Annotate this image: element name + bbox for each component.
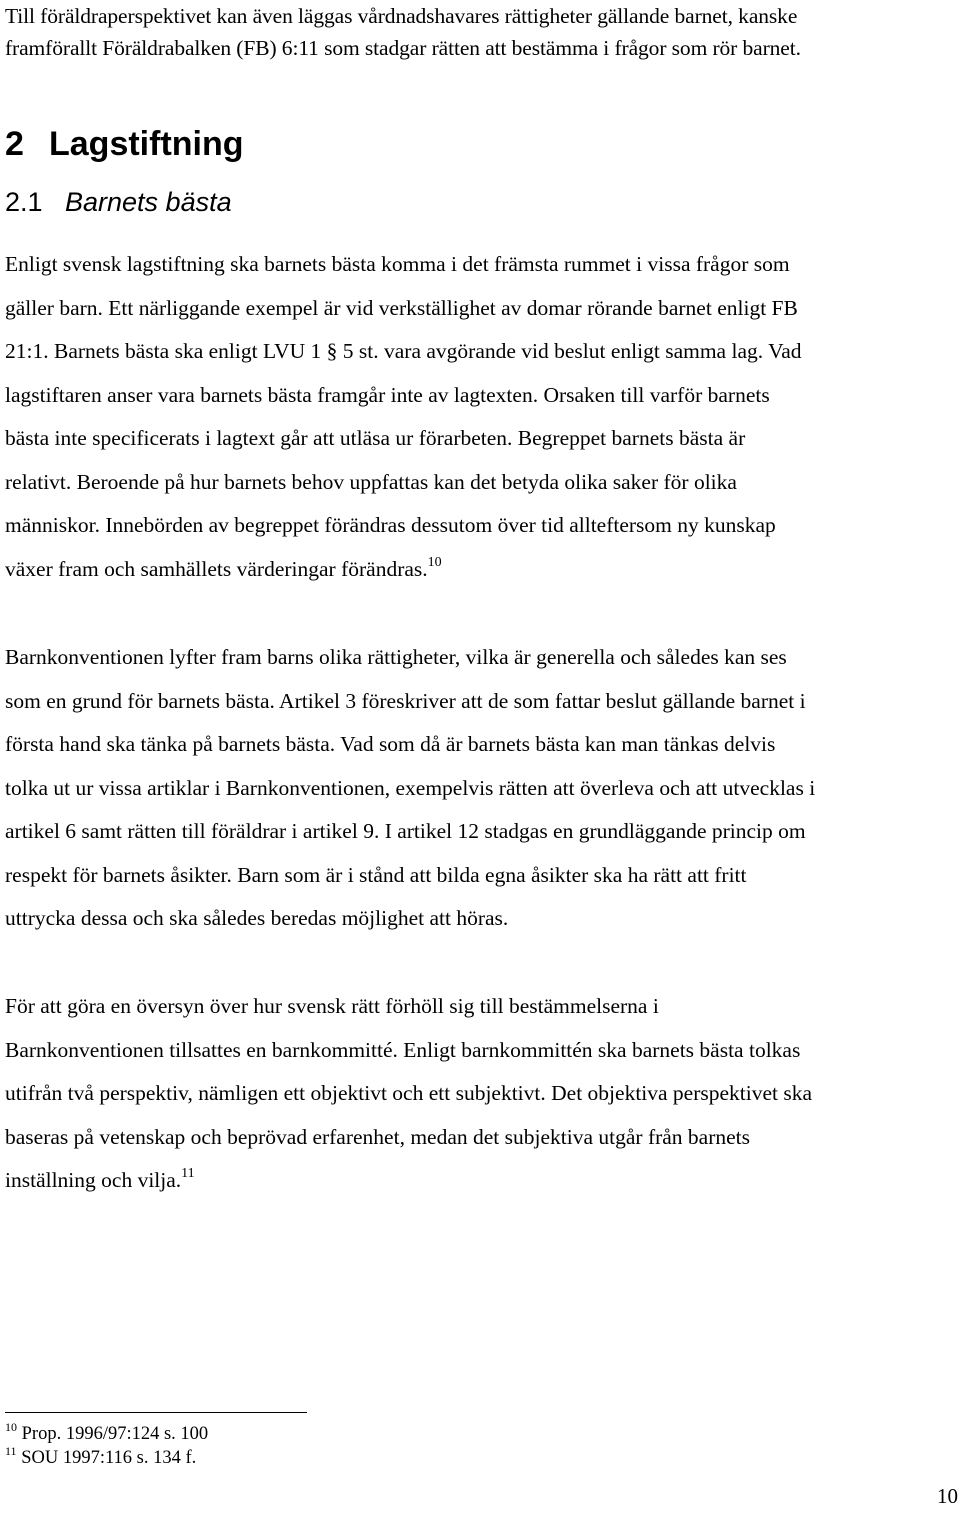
text-line-content: inställning och vilja. (5, 1168, 182, 1192)
text-line: Enligt svensk lagstiftning ska barnets bästa komma i det främsta rummet i vissa frågor som (5, 252, 790, 276)
body-paragraph-2 (5, 636, 955, 941)
footnote-item (5, 1446, 505, 1470)
text-line: uttrycka dessa och ska således beredas möjlighet att höras. (5, 906, 509, 930)
text-line: Barnkonventionen lyfter fram barns olika rättigheter, vilka är generella och således kan ses (5, 645, 787, 669)
text-line: första hand ska tänka på barnets bästa. Vad som då är barnets bästa kan man tänkas delvis (5, 732, 776, 756)
text-line: lagstiftaren anser vara barnets bästa framgår inte av lagtexten. Orsaken till varför barnets (5, 382, 770, 407)
footnote-divider (5, 1412, 307, 1413)
text-line: respekt för barnets åsikter. Barn som är i stånd att bilda egna åsikter ska ha rätt att fritt (5, 862, 747, 887)
text-line: som en grund för barnets bästa. Artikel 3 föreskriver att de som fattar beslut gällande barnet i (5, 688, 806, 713)
footnote-reference[interactable]: 11 (181, 1166, 195, 1181)
section-title: Lagstiftning (49, 125, 244, 163)
footnote-number: 11 (5, 1444, 17, 1458)
text-line: gäller barn. Ett närliggande exempel är vid verkställighet av domar rörande barnet enligt FB (5, 295, 798, 320)
section-number: 2 (5, 125, 24, 163)
text-line: relativt. Beroende på hur barnets behov uppfattas kan det betyda olika saker för olika (5, 469, 737, 494)
text-line: För att göra en översyn över hur svensk rätt förhöll sig till bestämmelserna i (5, 994, 659, 1018)
text-line: baseras på vetenskap och beprövad erfarenhet, medan det subjektiva utgår från barnets (5, 1124, 751, 1149)
text-line (5, 1159, 955, 1203)
body-paragraph-1 (5, 243, 955, 591)
text-line: framförallt Föräldrabalken (FB) 6:11 som stadgar rätten att bestämma i frågor som rör barnet. (5, 36, 801, 60)
text-line: tolka ut ur vissa artiklar i Barnkonventionen, exempelvis rätten att överleva och att utvecklas i (5, 775, 816, 800)
footnote-text: Prop. 1996/97:124 s. 100 (21, 1424, 209, 1444)
footnotes (5, 1422, 505, 1470)
page-number: 10 (937, 1484, 958, 1508)
subsection-heading (5, 184, 232, 220)
footnote-text: SOU 1997:116 s. 134 f. (21, 1448, 197, 1468)
text-line (5, 548, 955, 592)
text-line-content: växer fram och samhällets värderingar förändras. (5, 556, 428, 581)
text-line: Barnkonventionen tillsattes en barnkommitté. Enligt barnkommittén ska barnets bästa tolkas (5, 1037, 801, 1062)
footnote-item (5, 1422, 505, 1446)
body-paragraph-3 (5, 985, 955, 1203)
subsection-title: Barnets bästa (65, 187, 232, 217)
footnote-number: 10 (5, 1420, 17, 1434)
text-line: 21:1. Barnets bästa ska enligt LVU 1 § 5 st. vara avgörande vid beslut enligt samma lag. Vad (5, 339, 802, 363)
text-line: bästa inte specificerats i lagtext går att utläsa ur förarbeten. Begreppet barnets bästa är (5, 426, 746, 450)
text-line: människor. Innebörden av begreppet förändras dessutom över tid allteftersom ny kunskap (5, 513, 776, 537)
text-line: Till föräldraperspektivet kan även läggas vårdnadshavares rättigheter gällande barnet, kanske (5, 4, 798, 28)
subsection-number: 2.1 (5, 187, 43, 217)
text-line: utifrån två perspektiv, nämligen ett objektivt och ett subjektivt. Det objektiva perspektivet ska (5, 1081, 813, 1105)
footnote-reference[interactable]: 10 (427, 554, 442, 570)
intro-paragraph (5, 0, 955, 64)
section-heading (5, 122, 244, 166)
text-line: artikel 6 samt rätten till föräldrar i artikel 9. I artikel 12 stadgas en grundläggande princip om (5, 819, 806, 843)
